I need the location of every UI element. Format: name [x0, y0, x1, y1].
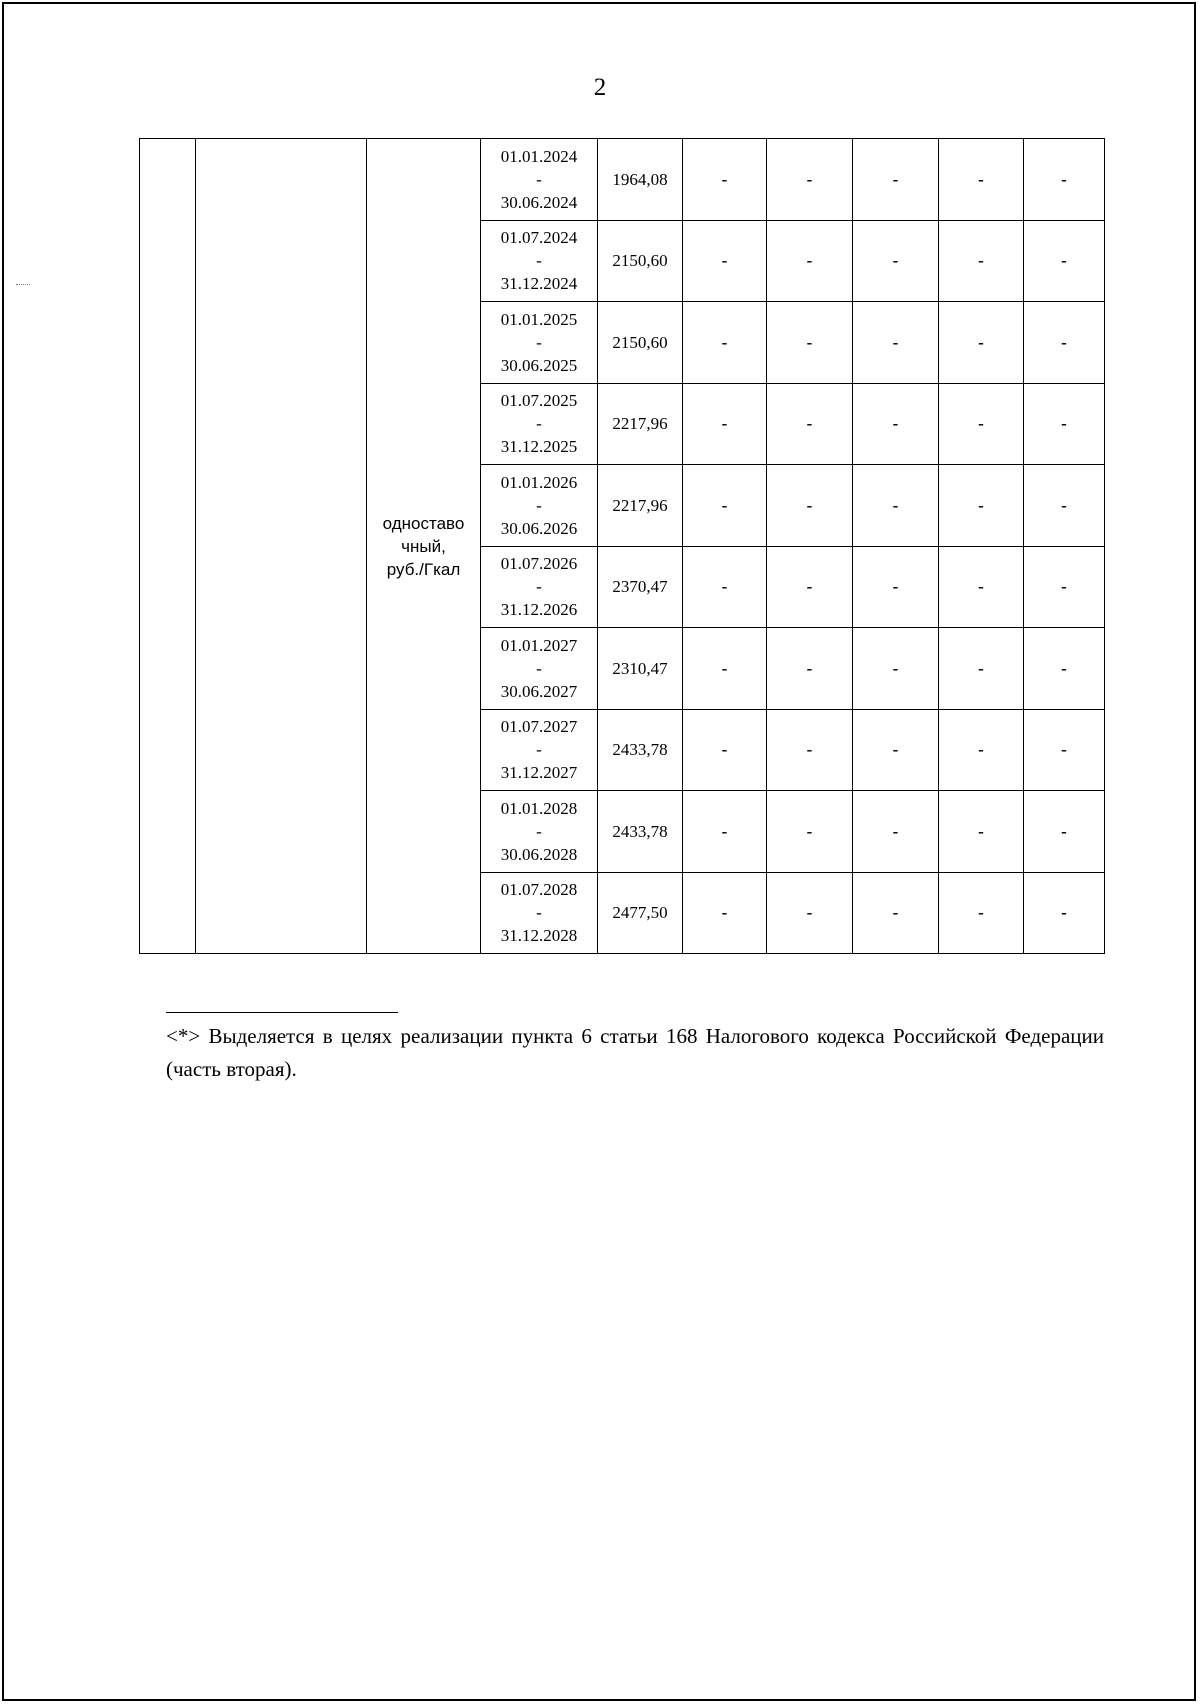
period-sep: -	[536, 740, 542, 760]
period-sep: -	[536, 658, 542, 678]
period-cell	[481, 302, 598, 384]
empty-value-cell: -	[767, 709, 853, 791]
row-number-cell	[140, 139, 196, 954]
period-sep: -	[536, 251, 542, 271]
empty-value-cell: -	[853, 872, 939, 954]
empty-value-cell: -	[1024, 139, 1105, 221]
tariff-value-cell: 2433,78	[598, 791, 683, 873]
period-to: 30.06.2025	[500, 355, 578, 375]
period-from: 01.01.2026	[500, 472, 578, 492]
period-from: 01.01.2028	[500, 798, 578, 818]
empty-value-cell: -	[683, 628, 767, 710]
period-cell	[481, 872, 598, 954]
empty-value-cell: -	[767, 872, 853, 954]
period-sep: -	[536, 169, 542, 189]
period-cell	[481, 220, 598, 302]
tariff-value-cell: 1964,08	[598, 139, 683, 221]
period-sep: -	[536, 903, 542, 923]
period-to: 31.12.2025	[500, 437, 578, 457]
empty-value-cell: -	[853, 791, 939, 873]
empty-value-cell: -	[853, 465, 939, 547]
tariff-value-cell: 2433,78	[598, 709, 683, 791]
tariff-type-cell	[367, 139, 481, 954]
empty-value-cell: -	[1024, 872, 1105, 954]
period-cell	[481, 628, 598, 710]
period-to: 30.06.2024	[500, 192, 578, 212]
period-from: 01.01.2024	[500, 146, 578, 166]
empty-value-cell: -	[1024, 628, 1105, 710]
period-to: 31.12.2024	[500, 274, 578, 294]
empty-value-cell: -	[853, 709, 939, 791]
period-to: 30.06.2027	[500, 681, 578, 701]
empty-value-cell: -	[767, 139, 853, 221]
empty-value-cell: -	[767, 220, 853, 302]
empty-value-cell: -	[1024, 220, 1105, 302]
tariff-table-body	[140, 139, 1105, 954]
empty-value-cell: -	[853, 383, 939, 465]
empty-value-cell: -	[939, 220, 1024, 302]
empty-value-cell: -	[683, 791, 767, 873]
period-cell	[481, 546, 598, 628]
tariff-value-cell: 2310,47	[598, 628, 683, 710]
empty-value-cell: -	[683, 383, 767, 465]
tariff-value-cell: 2150,60	[598, 220, 683, 302]
empty-value-cell: -	[939, 546, 1024, 628]
period-cell	[481, 709, 598, 791]
empty-value-cell: -	[853, 302, 939, 384]
organization-cell	[196, 139, 367, 954]
empty-value-cell: -	[683, 546, 767, 628]
period-cell	[481, 139, 598, 221]
empty-value-cell: -	[767, 628, 853, 710]
period-from: 01.07.2028	[500, 880, 578, 900]
empty-value-cell: -	[939, 302, 1024, 384]
empty-value-cell: -	[853, 220, 939, 302]
empty-value-cell: -	[1024, 302, 1105, 384]
empty-value-cell: -	[939, 872, 1024, 954]
empty-value-cell: -	[1024, 709, 1105, 791]
empty-value-cell: -	[939, 628, 1024, 710]
empty-value-cell: -	[853, 139, 939, 221]
empty-value-cell: -	[767, 383, 853, 465]
empty-value-cell: -	[683, 302, 767, 384]
period-cell	[481, 791, 598, 873]
empty-value-cell: -	[683, 139, 767, 221]
empty-value-cell: -	[853, 546, 939, 628]
empty-value-cell: -	[1024, 791, 1105, 873]
empty-value-cell: -	[939, 709, 1024, 791]
period-sep: -	[536, 414, 542, 434]
empty-value-cell: -	[767, 465, 853, 547]
period-from: 01.07.2025	[500, 391, 578, 411]
tariff-value-cell: 2477,50	[598, 872, 683, 954]
footnote-text: <*> Выделяется в целях реализации пункта 6 статьи 168 Налогового кодекса Российской Федерации (часть вторая).	[166, 1024, 1104, 1081]
table-row	[140, 139, 1105, 221]
empty-value-cell: -	[1024, 383, 1105, 465]
tariff-value-cell: 2150,60	[598, 302, 683, 384]
empty-value-cell: -	[1024, 546, 1105, 628]
period-from: 01.01.2025	[500, 309, 578, 329]
scan-artifact	[16, 284, 30, 285]
period-sep: -	[536, 332, 542, 352]
period-cell	[481, 383, 598, 465]
empty-value-cell: -	[939, 791, 1024, 873]
footnote-separator	[166, 1012, 398, 1013]
empty-value-cell: -	[767, 791, 853, 873]
empty-value-cell: -	[939, 139, 1024, 221]
period-from: 01.07.2026	[500, 554, 578, 574]
period-from: 01.07.2024	[500, 228, 578, 248]
period-cell	[481, 465, 598, 547]
period-sep: -	[536, 495, 542, 515]
period-to: 31.12.2027	[500, 763, 578, 783]
period-from: 01.01.2027	[500, 635, 578, 655]
tariff-type-line: одноставо	[382, 513, 465, 533]
tariff-type-line: чный,	[401, 536, 446, 556]
tariff-value-cell: 2370,47	[598, 546, 683, 628]
empty-value-cell: -	[683, 709, 767, 791]
tariff-type-line: руб./Гкал	[386, 559, 461, 579]
empty-value-cell: -	[683, 465, 767, 547]
empty-value-cell: -	[683, 220, 767, 302]
empty-value-cell: -	[767, 302, 853, 384]
tariff-table	[139, 138, 1105, 954]
period-to: 31.12.2028	[500, 926, 578, 946]
tariff-value-cell: 2217,96	[598, 383, 683, 465]
period-from: 01.07.2027	[500, 717, 578, 737]
empty-value-cell: -	[767, 546, 853, 628]
empty-value-cell: -	[939, 465, 1024, 547]
period-sep: -	[536, 821, 542, 841]
empty-value-cell: -	[853, 628, 939, 710]
period-sep: -	[536, 577, 542, 597]
period-to: 30.06.2026	[500, 518, 578, 538]
page-number: 2	[593, 74, 607, 101]
empty-value-cell: -	[683, 872, 767, 954]
tariff-value-cell: 2217,96	[598, 465, 683, 547]
empty-value-cell: -	[939, 383, 1024, 465]
period-to: 30.06.2028	[500, 844, 578, 864]
period-to: 31.12.2026	[500, 600, 578, 620]
empty-value-cell: -	[1024, 465, 1105, 547]
